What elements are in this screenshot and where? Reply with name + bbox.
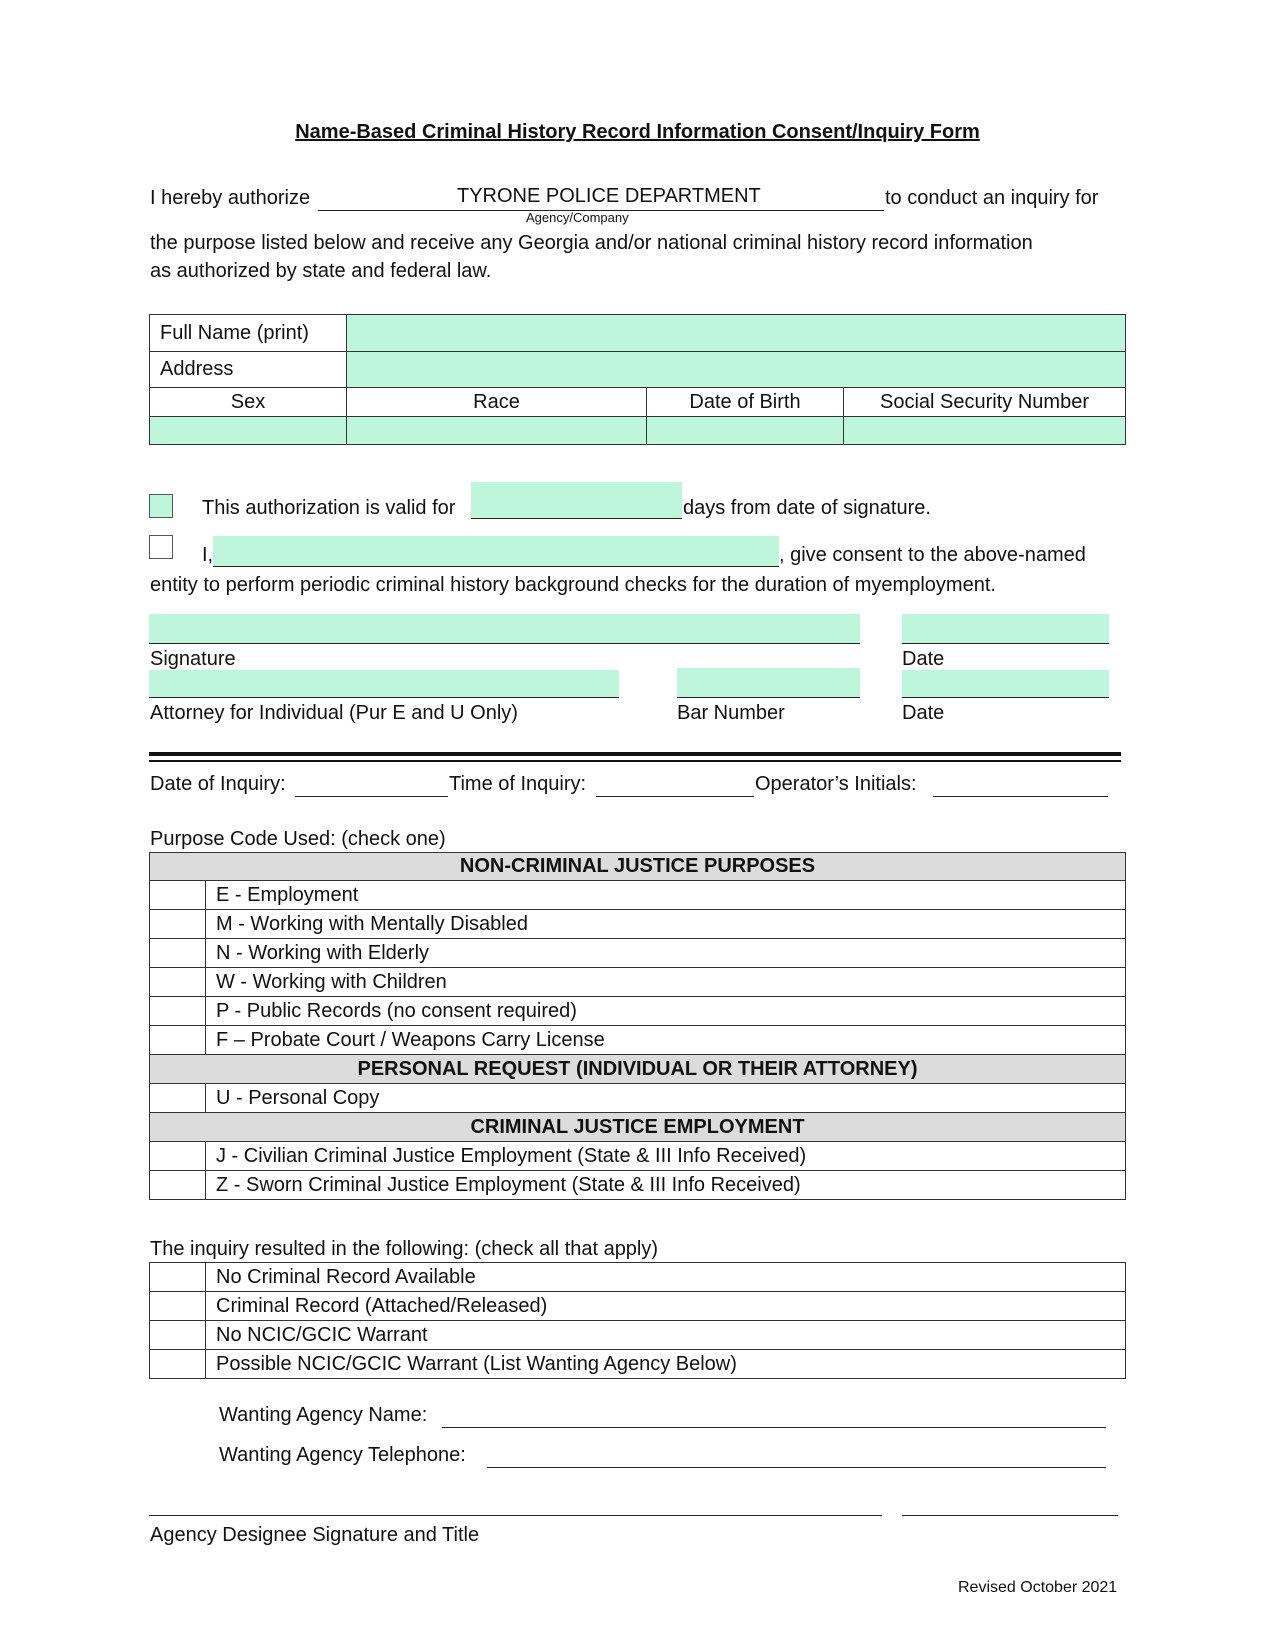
address-label: Address xyxy=(150,352,347,388)
purpose-checkbox[interactable] xyxy=(150,1026,206,1055)
purpose-option: W - Working with Children xyxy=(206,968,1126,997)
designee-label: Agency Designee Signature and Title xyxy=(150,1524,480,1546)
purpose-option: F – Probate Court / Weapons Carry License xyxy=(206,1026,1126,1055)
authorize-prefix: I hereby authorize xyxy=(150,187,311,209)
sex-header: Sex xyxy=(150,388,347,417)
time-of-inquiry-field[interactable] xyxy=(596,772,754,797)
signature-date-label: Date xyxy=(902,648,945,670)
purpose-checkbox[interactable] xyxy=(150,1084,206,1113)
address-field[interactable] xyxy=(347,352,1126,388)
ssn-field[interactable] xyxy=(844,417,1126,445)
full-name-field[interactable] xyxy=(347,315,1126,352)
wanting-agency-name-field[interactable] xyxy=(442,1403,1106,1428)
authorize-suffix: to conduct an inquiry for xyxy=(885,187,1099,209)
dob-header: Date of Birth xyxy=(647,388,844,417)
purpose-checkbox[interactable] xyxy=(150,939,206,968)
purpose-option: U - Personal Copy xyxy=(206,1084,1126,1113)
section-header: PERSONAL REQUEST (INDIVIDUAL OR THEIR ATTORNEY) xyxy=(150,1055,1126,1084)
validity-suffix: days from date of signature. xyxy=(683,497,931,519)
purpose-option: M - Working with Mentally Disabled xyxy=(206,910,1126,939)
date-of-inquiry-label: Date of Inquiry: xyxy=(150,773,286,795)
consent-suffix: , give consent to the above-named xyxy=(779,544,1086,566)
purpose-checkbox[interactable] xyxy=(150,910,206,939)
signature-field[interactable] xyxy=(149,614,860,644)
attorney-date-field[interactable] xyxy=(902,670,1109,698)
designee-date-field[interactable] xyxy=(902,1495,1118,1516)
consent-line-2: entity to perform periodic criminal history background checks for the duration of myemployment. xyxy=(150,574,996,596)
purpose-checkbox[interactable] xyxy=(150,1171,206,1200)
designee-signature-field[interactable] xyxy=(149,1495,882,1516)
wanting-agency-phone-field[interactable] xyxy=(487,1443,1106,1468)
consent-checkbox[interactable] xyxy=(149,535,173,559)
agency-caption: Agency/Company xyxy=(526,210,629,225)
result-checkbox[interactable] xyxy=(150,1321,206,1350)
consent-prefix: I, xyxy=(202,544,214,566)
signature-date-field[interactable] xyxy=(902,614,1109,644)
result-option: Criminal Record (Attached/Released) xyxy=(206,1292,1126,1321)
purpose-option: E - Employment xyxy=(206,881,1126,910)
agency-value: TYRONE POLICE DEPARTMENT xyxy=(457,185,761,207)
time-of-inquiry-label: Time of Inquiry: xyxy=(449,773,587,795)
bar-number-label: Bar Number xyxy=(677,702,785,724)
result-checkbox[interactable] xyxy=(150,1263,206,1292)
purpose-option: P - Public Records (no consent required) xyxy=(206,997,1126,1026)
result-option: Possible NCIC/GCIC Warrant (List Wanting Agency Below) xyxy=(206,1350,1126,1379)
attorney-date-label: Date xyxy=(902,702,945,724)
purpose-checkbox[interactable] xyxy=(150,968,206,997)
result-option: No Criminal Record Available xyxy=(206,1263,1126,1292)
purpose-option: N - Working with Elderly xyxy=(206,939,1126,968)
result-checkbox[interactable] xyxy=(150,1292,206,1321)
result-checkbox[interactable] xyxy=(150,1350,206,1379)
revision-note: Revised October 2021 xyxy=(958,1579,1118,1596)
section-divider xyxy=(149,752,1121,756)
authorize-line-2: the purpose listed below and receive any Georgia and/or national criminal history record information xyxy=(150,232,1033,254)
purpose-option: J - Civilian Criminal Justice Employment (State & III Info Received) xyxy=(206,1142,1126,1171)
section-header: CRIMINAL JUSTICE EMPLOYMENT xyxy=(150,1113,1126,1142)
race-field[interactable] xyxy=(347,417,647,445)
consent-name-field[interactable] xyxy=(213,536,779,567)
purpose-option: Z - Sworn Criminal Justice Employment (State & III Info Received) xyxy=(206,1171,1126,1200)
attorney-label: Attorney for Individual (Pur E and U Only) xyxy=(150,702,518,724)
signature-label: Signature xyxy=(150,648,236,670)
validity-days-field[interactable] xyxy=(471,482,682,519)
section-divider-thin xyxy=(149,760,1121,762)
form-title: Name-Based Criminal History Record Information Consent/Inquiry Form xyxy=(295,121,980,143)
full-name-label: Full Name (print) xyxy=(150,315,347,352)
result-option: No NCIC/GCIC Warrant xyxy=(206,1321,1126,1350)
sex-field[interactable] xyxy=(150,417,347,445)
race-header: Race xyxy=(347,388,647,417)
purpose-checkbox[interactable] xyxy=(150,997,206,1026)
wanting-agency-phone-label: Wanting Agency Telephone: xyxy=(219,1444,466,1466)
wanting-agency-name-label: Wanting Agency Name: xyxy=(219,1404,428,1426)
validity-prefix: This authorization is valid for xyxy=(202,497,456,519)
operator-initials-label: Operator’s Initials: xyxy=(755,773,917,795)
date-of-inquiry-field[interactable] xyxy=(295,772,448,797)
applicant-table xyxy=(149,314,1126,445)
attorney-field[interactable] xyxy=(149,670,619,698)
authorize-line-3: as authorized by state and federal law. xyxy=(150,260,492,282)
purpose-checkbox[interactable] xyxy=(150,881,206,910)
operator-initials-field[interactable] xyxy=(933,772,1108,797)
validity-checkbox[interactable] xyxy=(149,494,173,518)
bar-number-field[interactable] xyxy=(677,668,860,698)
purpose-table xyxy=(149,852,1126,1200)
results-table xyxy=(149,1262,1126,1379)
results-heading: The inquiry resulted in the following: (check all that apply) xyxy=(150,1238,659,1260)
purpose-checkbox[interactable] xyxy=(150,1142,206,1171)
ssn-header: Social Security Number xyxy=(844,388,1126,417)
section-header: NON-CRIMINAL JUSTICE PURPOSES xyxy=(150,853,1126,881)
dob-field[interactable] xyxy=(647,417,844,445)
purpose-heading: Purpose Code Used: (check one) xyxy=(150,828,446,850)
